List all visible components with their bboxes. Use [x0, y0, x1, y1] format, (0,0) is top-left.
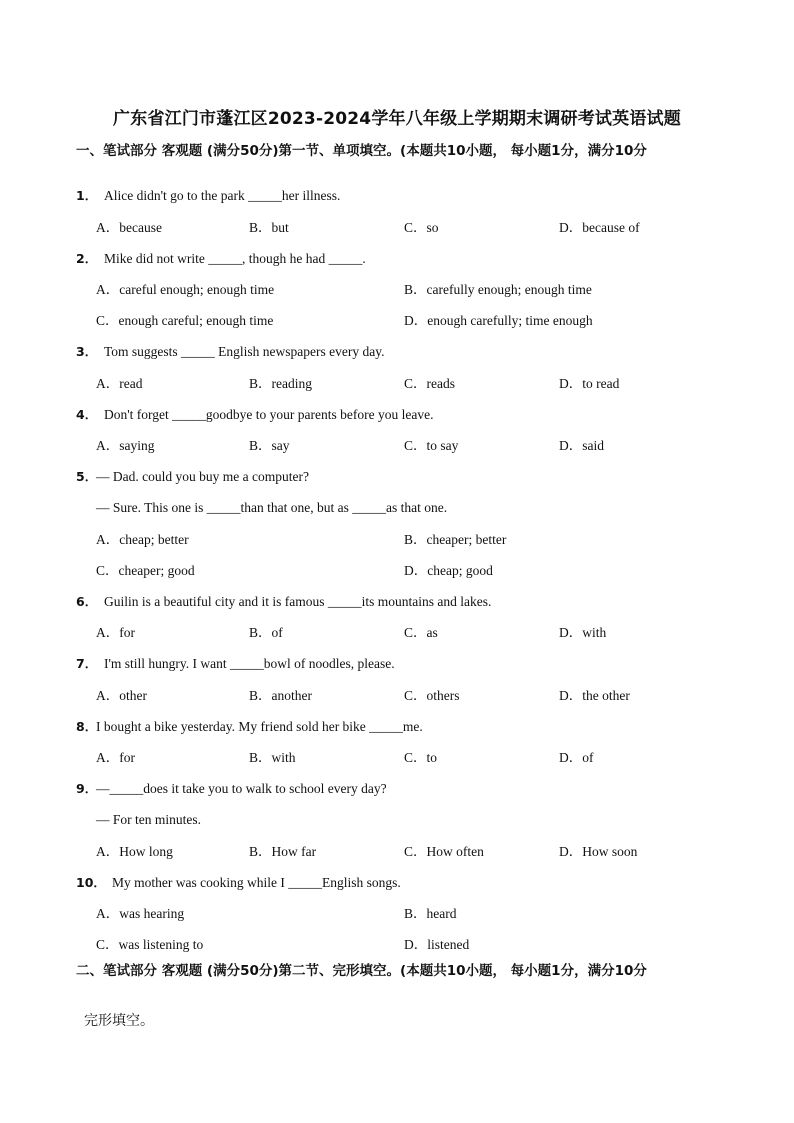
question-number: 1． — [76, 188, 98, 203]
question-text: Don't forget _____goodbye to your parents before you leave. — [104, 407, 434, 422]
section-heading-1: 一、笔试部分 客观题 (满分50分)第一节、单项填空。(本题共10小题， 每小题1分，满分10分 — [76, 143, 647, 159]
question-number: 6． — [76, 594, 98, 609]
question-text: Tom suggests _____ English newspapers every day. — [104, 344, 385, 359]
option-d[interactable]: D．of — [559, 750, 594, 765]
option-c[interactable]: C．reads — [404, 376, 455, 391]
option-d[interactable]: D．with — [559, 625, 607, 640]
option-a[interactable]: A．was hearing — [96, 906, 185, 921]
question-text: —_____does it take you to walk to school every day? — [96, 781, 387, 796]
option-b[interactable]: B．another — [249, 688, 312, 703]
option-d[interactable]: D．said — [559, 438, 604, 453]
question-number: 9． — [76, 781, 98, 796]
cloze-label: 完形填空。 — [84, 1013, 154, 1029]
question-number: 3． — [76, 344, 98, 359]
option-c[interactable]: C．so — [404, 220, 439, 235]
option-b[interactable]: B．How far — [249, 844, 317, 859]
question-text-line-2: — For ten minutes. — [96, 812, 201, 827]
question-text: Guilin is a beautiful city and it is famous _____its mountains and lakes. — [104, 594, 492, 609]
option-d[interactable]: D．to read — [559, 376, 620, 391]
option-b[interactable]: B．reading — [249, 376, 312, 391]
option-c[interactable]: C．was listening to — [96, 937, 204, 952]
option-a[interactable]: A．careful enough; enough time — [96, 282, 275, 297]
option-c[interactable]: C．How often — [404, 844, 484, 859]
option-d[interactable]: D．the other — [559, 688, 630, 703]
option-a[interactable]: A．for — [96, 625, 135, 640]
question-number: 7． — [76, 656, 98, 671]
option-d[interactable]: D．How soon — [559, 844, 638, 859]
question-number: 5． — [76, 469, 98, 484]
option-c[interactable]: C．to say — [404, 438, 459, 453]
question-text: I bought a bike yesterday. My friend sold her bike _____me. — [96, 719, 423, 734]
option-a[interactable]: A．because — [96, 220, 162, 235]
question-text: Alice didn't go to the park _____her illness. — [104, 188, 341, 203]
option-a[interactable]: A．other — [96, 688, 147, 703]
option-a[interactable]: A．read — [96, 376, 143, 391]
option-c[interactable]: C．enough careful; enough time — [96, 313, 274, 328]
page-title: 广东省江门市蓬江区2023-2024学年八年级上学期期末调研考试英语试题 — [113, 109, 681, 129]
option-c[interactable]: C．cheaper; good — [96, 563, 195, 578]
option-c[interactable]: C．as — [404, 625, 438, 640]
option-d[interactable]: D．listened — [404, 937, 470, 952]
section-heading-2: 二、笔试部分 客观题 (满分50分)第二节、完形填空。(本题共10小题， 每小题1分，满分10分 — [76, 963, 647, 979]
option-a[interactable]: A．How long — [96, 844, 173, 859]
question-number: 10． — [76, 875, 106, 890]
option-c[interactable]: C．to — [404, 750, 438, 765]
question-number: 8． — [76, 719, 98, 734]
question-number: 4． — [76, 407, 98, 422]
option-b[interactable]: B．say — [249, 438, 290, 453]
option-b[interactable]: B．of — [249, 625, 283, 640]
option-b[interactable]: B．heard — [404, 906, 457, 921]
question-text: Mike did not write _____, though he had _____. — [104, 251, 366, 266]
question-text-line-2: — Sure. This one is _____than that one, but as _____as that one. — [96, 500, 448, 515]
question-text: I'm still hungry. I want _____bowl of noodles, please. — [104, 656, 395, 671]
option-d[interactable]: D．cheap; good — [404, 563, 493, 578]
option-a[interactable]: A．saying — [96, 438, 155, 453]
option-d[interactable]: D．because of — [559, 220, 640, 235]
option-b[interactable]: B．with — [249, 750, 296, 765]
option-d[interactable]: D．enough carefully; time enough — [404, 313, 593, 328]
option-c[interactable]: C．others — [404, 688, 460, 703]
question-text: — Dad. could you buy me a computer? — [96, 469, 309, 484]
option-b[interactable]: B．carefully enough; enough time — [404, 282, 592, 297]
option-a[interactable]: A．for — [96, 750, 135, 765]
question-number: 2． — [76, 251, 98, 266]
question-text: My mother was cooking while I _____English songs. — [112, 875, 401, 890]
option-b[interactable]: B．cheaper; better — [404, 532, 507, 547]
option-b[interactable]: B．but — [249, 220, 289, 235]
option-a[interactable]: A．cheap; better — [96, 532, 189, 547]
